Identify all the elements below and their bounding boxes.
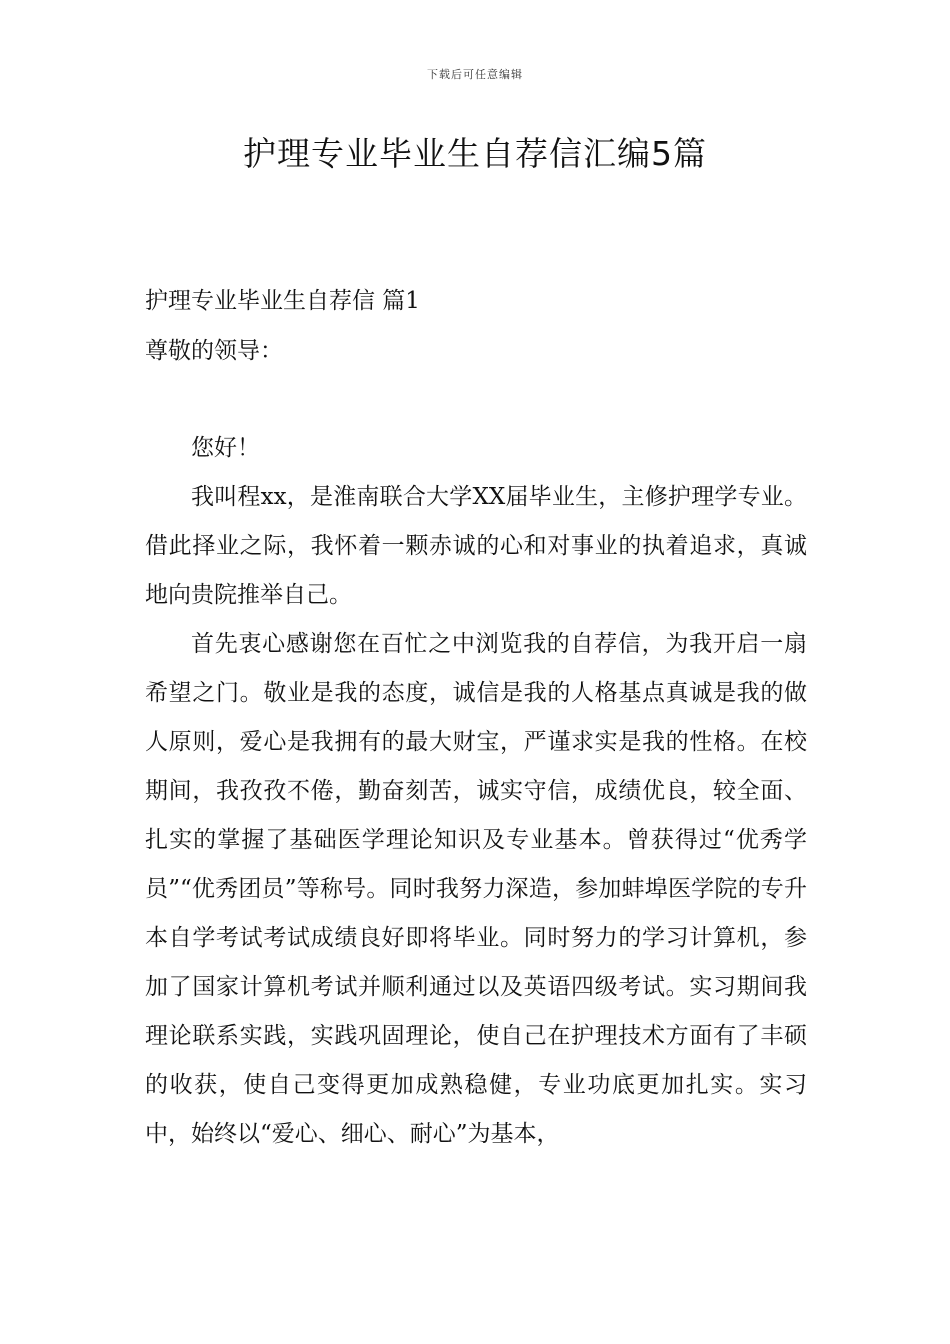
greeting-paragraph: 您好！	[191, 435, 260, 461]
body-paragraph: 首先衷心感谢您在百忙之中浏览我的自荐信，为我开启一扇希望之门。敬业是我的态度，诚信是我的人格基点真诚是我的做人原则，爱心是我拥有的最大财宝，严谨求实是我的性格。在校期间，我孜孜不倦，勤奋刻苦，诚实守信，成绩优良，较全面、扎实的掌握了基础医学理论知识及专业基本。曾获得过“优秀学员”“优秀团员”等称号。同时我努力深造，参加蚌埠医学院的专升本自学考试考试成绩良好即将毕业。同时努力的学习计算机，参加了国家计算机考试并顺利通过以及英语四级考试。实习期间我理论联系实践，实践巩固理论，使自己在护理技术方面有了丰硕的收获，使自己变得更加成熟稳健，专业功底更加扎实。实习中，始终以“爱心、细心、耐心”为基本，	[145, 631, 807, 1147]
section-heading: 护理专业毕业生自荐信 篇1	[145, 288, 420, 314]
salutation: 尊敬的领导：	[145, 338, 283, 364]
letter-body	[145, 424, 807, 1159]
header-note: 下载后可任意编辑	[427, 68, 523, 81]
intro-paragraph: 我叫程xx，是淮南联合大学XX届毕业生，主修护理学专业。借此择业之际，我怀着一颗赤诚的心和对事业的执着追求，真诚地向贵院推举自己。	[145, 484, 807, 608]
document-title: 护理专业毕业生自荐信汇编5篇	[243, 134, 707, 173]
